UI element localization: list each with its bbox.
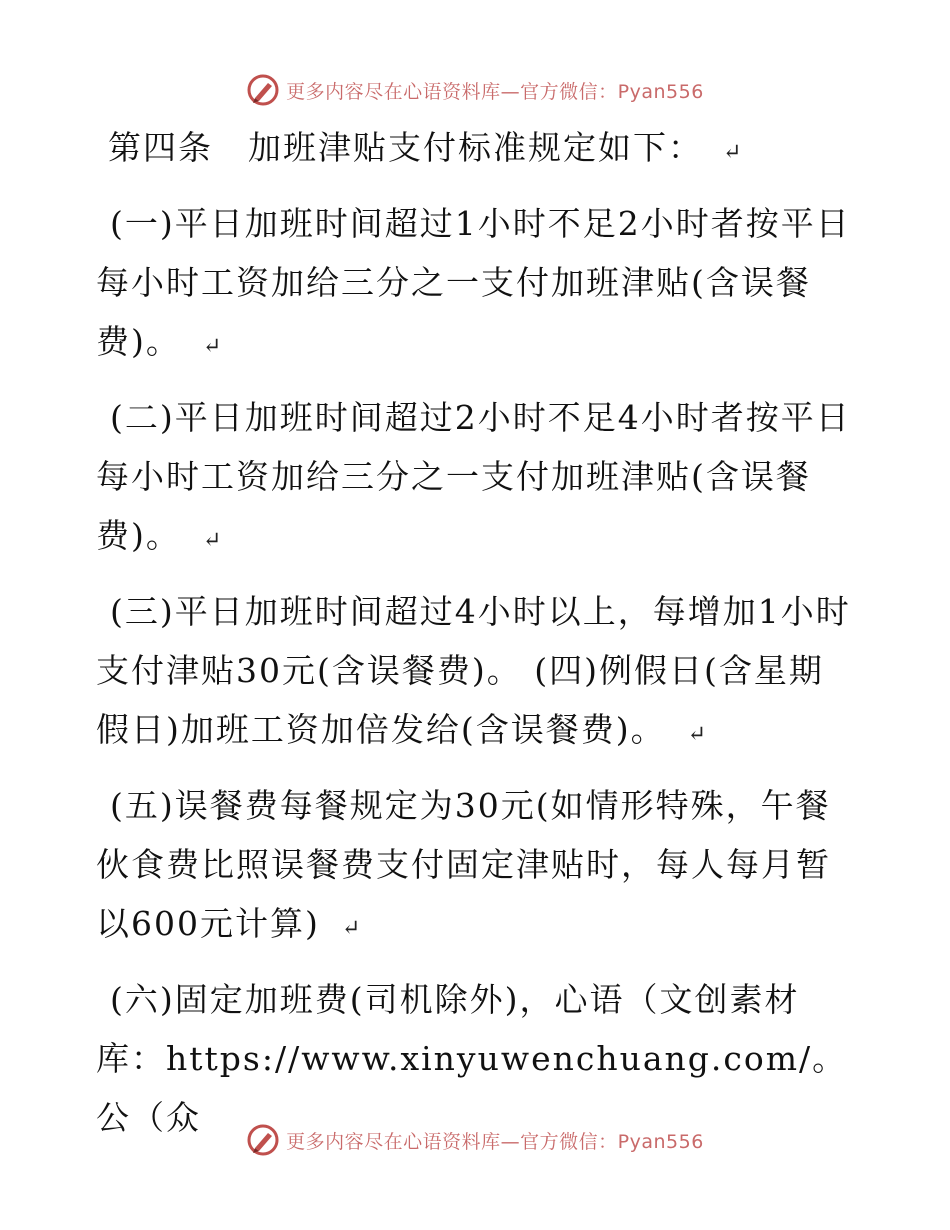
- header-watermark: [0, 70, 950, 110]
- footer-watermark-text: 更多内容尽在心语资料库—官方微信：Pyan556: [286, 1130, 704, 1153]
- paragraph-item-1: (一)平日加班时间超过1小时不足2小时者按平日每小时工资加给三分之一支付加班津贴(含误餐费)。 ↵: [96, 194, 856, 376]
- footer-watermark: [0, 1120, 950, 1160]
- pen-logo-icon: [246, 73, 280, 107]
- paragraph-mark: ↵: [687, 722, 707, 747]
- paragraph-item-2: (二)平日加班时间超过2小时不足4小时者按平日每小时工资加给三分之一支付加班津贴(含误餐费)。 ↵: [96, 388, 856, 570]
- paragraph-mark: ↵: [341, 916, 361, 941]
- paragraph-mark: ↵: [723, 140, 742, 165]
- paragraph-item-3: (三)平日加班时间超过4小时以上，每增加1小时支付津贴30元(含误餐费)。 (四)例假日(含星期假日)加班工资加倍发给(含误餐费)。 ↵: [96, 582, 856, 764]
- paragraph-item-6: (六)固定加班费(司机除外)，心语（文创素材库：https://www.xinyuwenchuang.com/。公（众: [96, 980, 848, 1137]
- paragraph-mark: ↵: [202, 334, 222, 359]
- article-heading: 第四条 加班津贴支付标准规定如下： ↵: [96, 118, 856, 182]
- paragraph-mark: ↵: [202, 528, 222, 553]
- document-body: [96, 118, 856, 1159]
- paragraph-item-5: (五)误餐费每餐规定为30元(如情形特殊，午餐伙食费比照误餐费支付固定津贴时，每人每月暂以600元计算) ↵: [96, 776, 856, 958]
- header-watermark-text: 更多内容尽在心语资料库—官方微信：Pyan556: [286, 80, 704, 103]
- pen-logo-icon: [246, 1123, 280, 1157]
